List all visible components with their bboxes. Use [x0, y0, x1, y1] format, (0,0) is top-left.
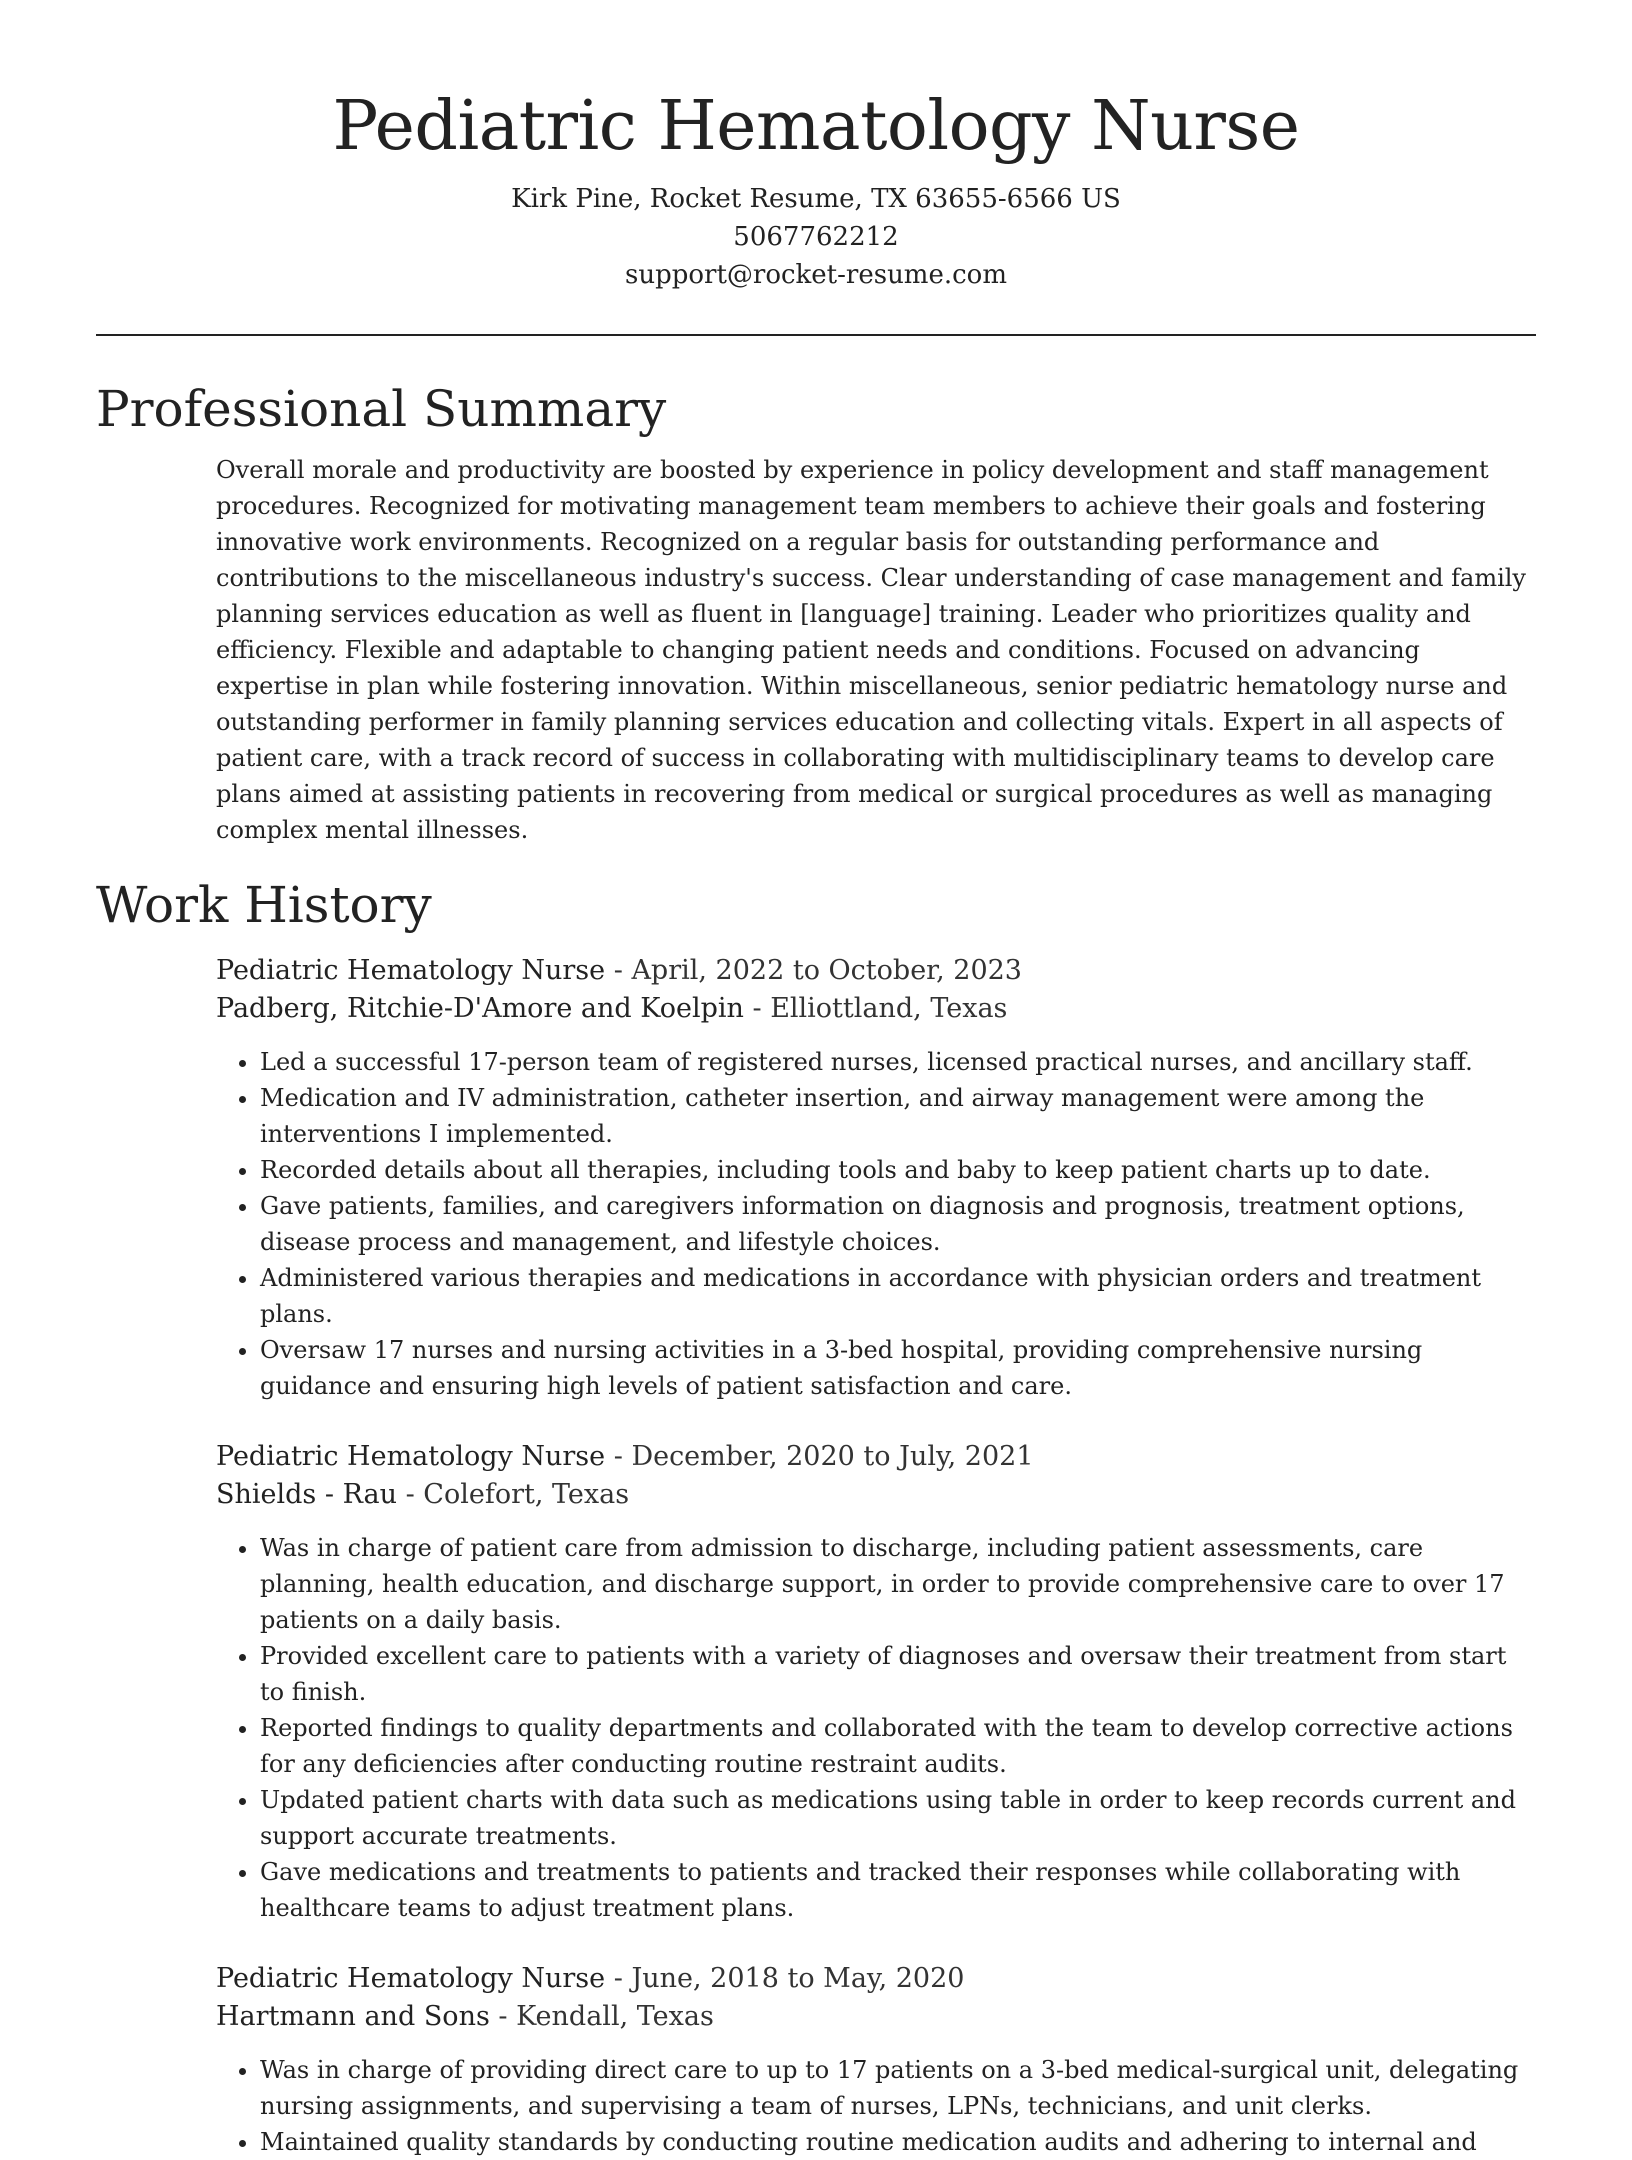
contact-info — [96, 180, 1536, 294]
job-title-line — [216, 1960, 1536, 1998]
bullet-item: • Recorded details about all therapies, including tools and baby to keep patient charts up to date. — [260, 1152, 1536, 1188]
bullet-item: • Led a successful 17-person team of registered nurses, licensed practical nurses, and ancillary staff. — [260, 1044, 1536, 1080]
separator: - — [489, 2001, 517, 2032]
job-title-line — [216, 952, 1536, 990]
separator: - — [743, 993, 771, 1024]
bullet-item: • Was in charge of providing direct care to up to 17 patients on a 3-bed medical-surgical unit, delegating nursing assignments, and supervising a team of nurses, LPNs, technicians, and unit clerks. — [260, 2052, 1536, 2124]
job-title-line — [216, 1438, 1536, 1476]
bullet-item: • Was in charge of patient care from admission to discharge, including patient assessments, care planning, health education, and discharge support, in order to provide comprehensive care to over 17 patients on a daily basis. — [260, 1530, 1536, 1638]
contact-phone: 5067762212 — [733, 222, 899, 252]
job-bullets — [216, 1044, 1536, 1404]
summary-text: Overall morale and productivity are boosted by experience in policy development and staff management procedures. Recognized for motivating management team members to achieve their goals and fostering innovative work environments. Recognized on a regular basis for outstanding performance and contributions to the miscellaneous industry's success. Clear understanding of case management and family planning services education as well as fluent in [language] training. Leader who prioritizes quality and efficiency. Flexible and adaptable to changing patient needs and conditions. Focused on advancing expertise in plan while fostering innovation. Within miscellaneous, senior pediatric hematology nurse and outstanding performer in family planning services education and collecting vitals. Expert in all aspects of patient care, with a track record of success in collaborating with multidisciplinary teams to develop care plans aimed at assisting patients in recovering from medical or surgical procedures as well as managing complex mental illnesses. — [216, 456, 1526, 844]
work-history-section — [96, 872, 1536, 2160]
job-title: Pediatric Hematology Nurse — [216, 955, 606, 986]
job-dates: June, 2018 to May, 2020 — [631, 1963, 965, 1994]
job-company-line — [216, 990, 1536, 1028]
bullet-item: • Maintained quality standards by conducting routine medication audits and adhering to internal and — [260, 2124, 1536, 2160]
summary-section — [96, 376, 1536, 848]
contact-email: support@rocket-resume.com — [624, 260, 1007, 290]
job-dates: December, 2020 to July, 2021 — [631, 1441, 1034, 1472]
bullet-item: • Administered various therapies and medications in accordance with physician orders and treatment plans. — [260, 1260, 1536, 1332]
separator: - — [605, 955, 632, 986]
header-divider — [96, 334, 1536, 336]
job-entry — [216, 1438, 1536, 1926]
job-company: Padberg, Ritchie-D'Amore and Koelpin — [216, 993, 744, 1024]
job-company: Shields - Rau — [216, 1479, 397, 1510]
separator: - — [397, 1479, 424, 1510]
summary-heading: Professional Summary — [96, 380, 667, 438]
bullet-item: • Provided excellent care to patients with a variety of diagnoses and oversaw their treatment from start to finish. — [260, 1638, 1536, 1710]
job-entry — [216, 1960, 1536, 2160]
job-company-line — [216, 1476, 1536, 1514]
separator: - — [605, 1441, 632, 1472]
job-title: Pediatric Hematology Nurse — [216, 1963, 606, 1994]
work-history-heading: Work History — [96, 876, 432, 934]
job-dates: April, 2022 to October, 2023 — [631, 955, 1022, 986]
bullet-item: • Reported findings to quality departments and collaborated with the team to develop corrective actions for any deficiencies after conducting routine restraint audits. — [260, 1710, 1536, 1782]
resume-name: Pediatric Hematology Nurse — [332, 87, 1300, 166]
job-location: Colefort, Texas — [423, 1479, 630, 1510]
job-entry — [216, 952, 1536, 1404]
resume-header — [96, 0, 1536, 294]
job-company-line — [216, 1998, 1536, 2036]
job-bullets — [216, 2052, 1536, 2160]
job-company: Hartmann and Sons — [216, 2001, 490, 2032]
job-title: Pediatric Hematology Nurse — [216, 1441, 606, 1472]
bullet-item: • Gave medications and treatments to patients and tracked their responses while collaborating with healthcare teams to adjust treatment plans. — [260, 1854, 1536, 1926]
job-bullets — [216, 1530, 1536, 1926]
bullet-item: • Medication and IV administration, catheter insertion, and airway management were among the interventions I implemented. — [260, 1080, 1536, 1152]
job-location: Elliottland, Texas — [770, 993, 1008, 1024]
separator: - — [605, 1963, 632, 1994]
contact-address: Kirk Pine, Rocket Resume, TX 63655-6566 US — [511, 184, 1121, 214]
bullet-item: • Gave patients, families, and caregivers information on diagnosis and prognosis, treatment options, disease process and management, and lifestyle choices. — [260, 1188, 1536, 1260]
bullet-item: • Updated patient charts with data such as medications using table in order to keep records current and support accurate treatments. — [260, 1782, 1536, 1854]
bullet-item: • Oversaw 17 nurses and nursing activities in a 3-bed hospital, providing comprehensive nursing guidance and ensuring high levels of patient satisfaction and care. — [260, 1332, 1536, 1404]
job-location: Kendall, Texas — [516, 2001, 714, 2032]
